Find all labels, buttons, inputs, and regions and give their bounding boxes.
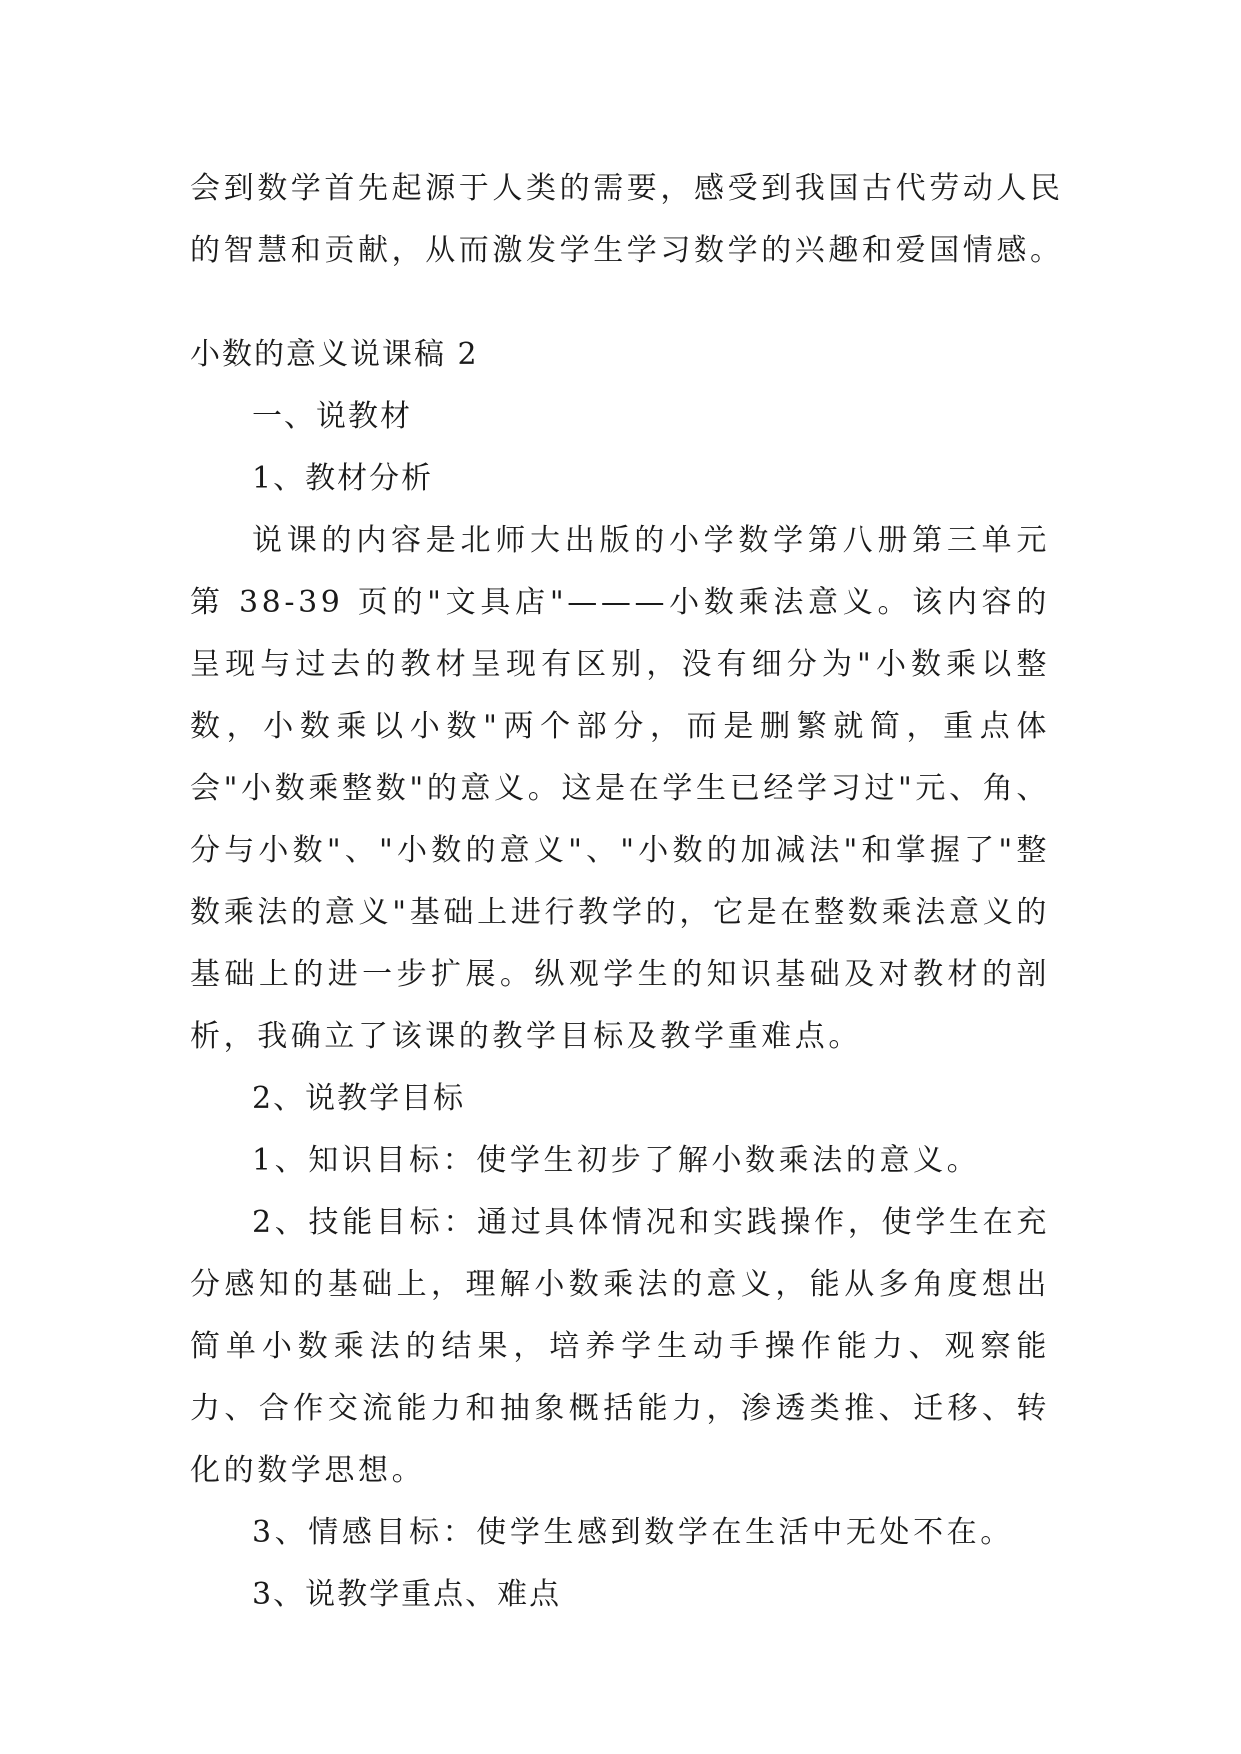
continuation-line-2: 的智慧和贡献，从而激发学生学习数学的兴趣和爱国情感。 xyxy=(190,233,1064,268)
goal-emotion: 3、情感目标：使学生感到数学在生活中无处不在。 xyxy=(252,1515,1014,1550)
continuation-line-1: 会到数学首先起源于人类的需要，感受到我国古代劳动人民 xyxy=(190,171,1064,206)
goal-knowledge: 1、知识目标：使学生初步了解小数乘法的意义。 xyxy=(252,1143,981,1178)
section-heading-textbook: 一、说教材 xyxy=(252,399,412,434)
section-heading-goals: 2、说教学目标 xyxy=(252,1081,466,1116)
subsection-heading-analysis: 1、教材分析 xyxy=(252,461,434,496)
document-page xyxy=(190,158,1064,1626)
section-heading-key-points: 3、说教学重点、难点 xyxy=(252,1577,562,1612)
analysis-paragraph: 说课的内容是北师大出版的小学数学第八册第三单元第 38-39 页的"文具店"———小数乘法意义。该内容的呈现与过去的教材呈现有区别，没有细分为"小数乘以整数，小数乘以小数"两个部分，而是删繁就简，重点体会"小数乘整数"的意义。这是在学生已经学习过"元、角、分与小数"、"小数的意义"、"小数的加减法"和掌握了"整数乘法的意义"基础上进行教学的，它是在整数乘法意义的基础上的进一步扩展。纵观学生的知识基础及对教材的剖析，我确立了该课的教学目标及教学重难点。 xyxy=(190,523,1050,1054)
document-title: 小数的意义说课稿 2 xyxy=(190,337,479,372)
goal-skills: 2、技能目标：通过具体情况和实践操作，使学生在充分感知的基础上，理解小数乘法的意义，能从多角度想出简单小数乘法的结果，培养学生动手操作能力、观察能力、合作交流能力和抽象概括能力，渗透类推、迁移、转化的数学思想。 xyxy=(190,1205,1050,1488)
spacer xyxy=(190,282,1050,324)
